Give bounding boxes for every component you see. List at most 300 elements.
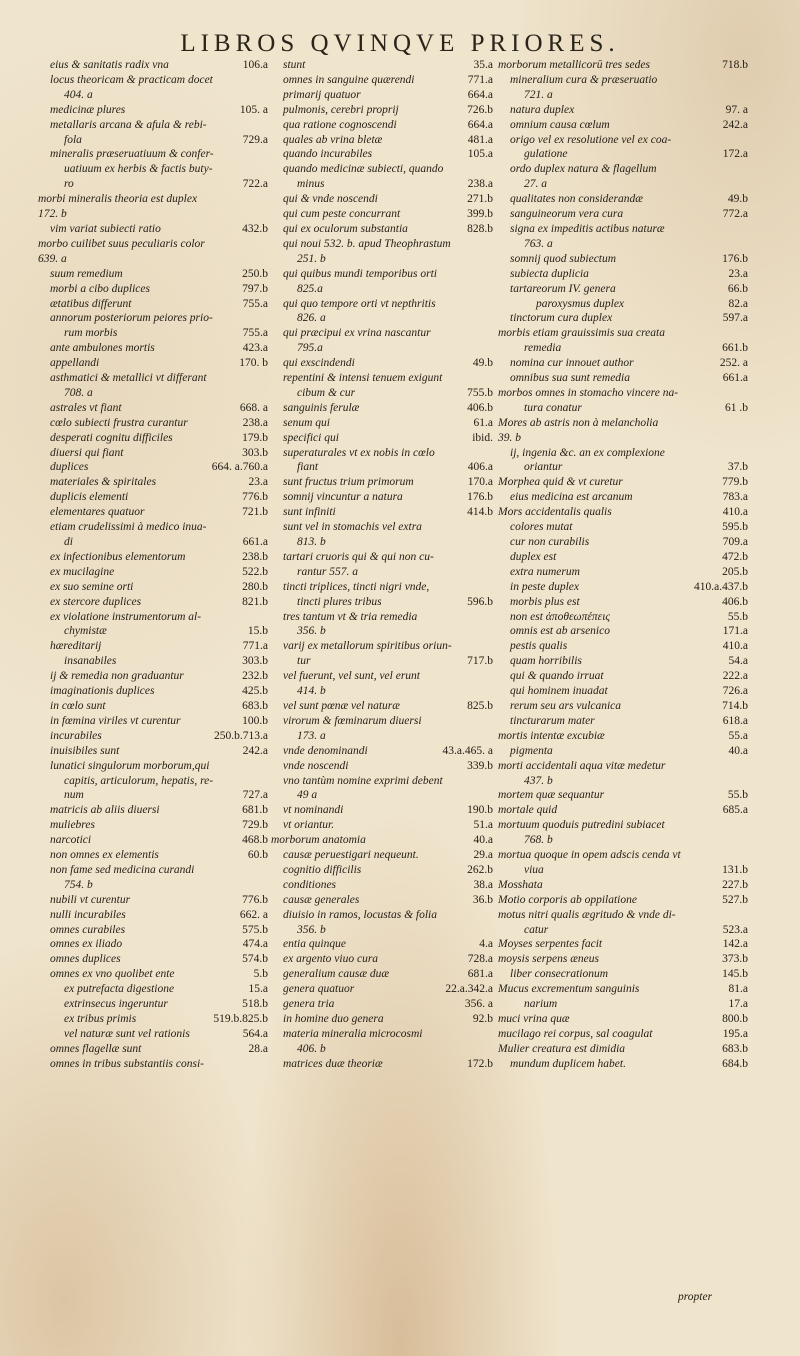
- page-reference: 60.b: [247, 849, 268, 862]
- page-reference: 227.b: [722, 878, 748, 891]
- entry-text: narium: [524, 998, 558, 1011]
- index-entry: [38, 192, 268, 207]
- page-reference: 722.a: [242, 178, 268, 191]
- page-reference: 4.a: [479, 938, 493, 951]
- entry-text: ij, ingenia &c. an ex complexione: [510, 446, 665, 459]
- entry-text: etiam crudelissimi à medico inua-: [50, 521, 207, 534]
- index-entry: [50, 878, 268, 893]
- entry-text: mucilago rei corpus, sal coagulat: [498, 1027, 653, 1040]
- index-entry: [510, 401, 748, 416]
- index-entry: [50, 952, 268, 967]
- index-entry: [50, 520, 268, 535]
- index-entry: [510, 684, 748, 699]
- entry-text: liber consecrationum: [510, 968, 609, 981]
- index-entry: [510, 207, 748, 222]
- index-entry: [283, 863, 493, 878]
- page-reference: 410.a.437.b: [694, 580, 748, 593]
- index-entry: [283, 1012, 493, 1027]
- index-entry: [283, 565, 493, 580]
- index-entry: [283, 460, 493, 475]
- index-entry: [510, 595, 748, 610]
- page-reference: 481.a: [467, 133, 493, 146]
- index-entry: [283, 580, 493, 595]
- entry-text: nulli incurabiles: [50, 908, 126, 921]
- index-entry: [510, 639, 748, 654]
- entry-text: Morphea quid & vt curetur: [498, 476, 623, 489]
- page-reference: 51.a: [473, 819, 493, 832]
- index-entry: [498, 937, 748, 952]
- entry-text: uatiuum ex herbis & factis buty-: [64, 163, 213, 176]
- index-entry: [50, 759, 268, 774]
- index-entry: [50, 341, 268, 356]
- page-reference: 97. a: [725, 103, 748, 116]
- page-reference: 800.b: [722, 1013, 748, 1025]
- page-reference: 54.a: [728, 655, 748, 668]
- entry-text: genera quatuor: [283, 983, 355, 996]
- index-entry: [510, 73, 748, 88]
- index-entry: [510, 460, 748, 475]
- index-entry: [50, 460, 268, 475]
- page-reference: 783.a: [722, 491, 748, 504]
- entry-text: somnij quod subiectum: [510, 252, 617, 265]
- index-entry: [50, 267, 268, 282]
- index-entry: [50, 1057, 268, 1072]
- index-entry: [50, 162, 268, 177]
- entry-text: quando incurabiles: [283, 148, 373, 161]
- entry-text: 437. b: [524, 774, 553, 787]
- entry-text: primarij quatuor: [283, 88, 361, 101]
- entry-text: qui noui 532. b. apud Theophrastum: [283, 237, 451, 250]
- index-entry: [50, 639, 268, 654]
- index-entry: [283, 133, 493, 148]
- entry-text: generalium causæ duæ: [283, 968, 390, 981]
- page-reference: 356. a: [464, 998, 493, 1011]
- entry-text: tincturarum mater: [510, 714, 595, 727]
- entry-text: ro: [64, 178, 74, 191]
- entry-text: matricis ab aliis diuersi: [50, 804, 160, 817]
- index-entry: [283, 252, 493, 267]
- index-entry: [283, 520, 493, 535]
- page-reference: 55.b: [727, 610, 748, 623]
- index-entry: [510, 133, 748, 148]
- entry-text: morbos omnes in stomacho vincere na-: [498, 386, 679, 399]
- entry-text: mortua quoque in opem adscis cenda vt: [498, 849, 681, 862]
- entry-text: virorum & fœminarum diuersi: [283, 714, 422, 727]
- page-reference: 92.b: [472, 1013, 493, 1025]
- entry-text: ordo duplex natura & flagellum: [510, 163, 657, 176]
- entry-text: 825.a: [297, 282, 323, 295]
- index-entry: [498, 878, 748, 893]
- index-entry: [283, 73, 493, 88]
- entry-text: medicinæ plures: [50, 103, 126, 116]
- page-reference: 474.a: [242, 938, 268, 951]
- entry-text: origo vel ex resolutione vel ex coa-: [510, 133, 672, 146]
- index-column-2: [271, 58, 493, 1072]
- index-entry: [510, 610, 748, 625]
- entry-text: pulmonis, cerebri proprij: [283, 103, 399, 116]
- page-reference: 564.a: [242, 1027, 268, 1040]
- index-entry: [50, 565, 268, 580]
- page-reference: 797.b: [242, 282, 268, 295]
- page-reference: 596.b: [467, 595, 493, 608]
- entry-text: qui & quando irruat: [510, 670, 604, 683]
- entry-text: qui cum peste concurrant: [283, 208, 401, 221]
- entry-text: moysis serpens æneus: [498, 953, 599, 966]
- entry-text: morbi a cibo duplices: [50, 282, 150, 295]
- index-entry: [498, 1012, 748, 1027]
- entry-text: omnes curabiles: [50, 923, 126, 936]
- index-entry: [50, 714, 268, 729]
- entry-text: tartareorum IV. genera: [510, 282, 616, 295]
- entry-text: sanguinis ferulæ: [283, 401, 360, 414]
- index-entry: [283, 177, 493, 192]
- entry-text: somnij vincuntur a natura: [283, 491, 403, 504]
- entry-text: omnes ex iliado: [50, 938, 123, 951]
- index-entry: [50, 1012, 268, 1027]
- index-entry: [498, 58, 748, 73]
- entry-text: imaginationis duplices: [50, 685, 155, 698]
- entry-text: signa ex impeditis actibus naturæ: [510, 222, 665, 235]
- entry-text: tinctorum cura duplex: [510, 312, 613, 325]
- entry-text: qui præcipui ex vrina nascantur: [283, 327, 431, 340]
- entry-text: qui quo tempore orti vt nepthritis: [283, 297, 436, 310]
- index-entry: [283, 103, 493, 118]
- page-reference: 105. a: [239, 103, 268, 116]
- index-entry: [510, 520, 748, 535]
- page-reference: 661.a: [242, 536, 268, 548]
- index-entry: [498, 788, 748, 803]
- page-reference: 17.a: [728, 998, 748, 1011]
- page-reference: 61.a: [473, 416, 493, 429]
- index-entry: [510, 297, 748, 312]
- index-entry: [50, 103, 268, 118]
- index-entry: [283, 759, 493, 774]
- entry-text: elementares quatuor: [50, 506, 145, 519]
- entry-text: ex suo semine orti: [50, 580, 134, 593]
- index-entry: [50, 177, 268, 192]
- entry-text: morbis plus est: [510, 595, 580, 608]
- page-reference: 262.b: [467, 863, 493, 876]
- entry-text: in homine duo genera: [283, 1013, 384, 1025]
- page-reference: 423.a: [242, 342, 268, 355]
- page-reference: 518.b: [242, 998, 268, 1011]
- index-entry: [283, 88, 493, 103]
- page-reference: 618.a: [722, 714, 748, 727]
- index-entry: [283, 610, 493, 625]
- index-entry: [283, 803, 493, 818]
- index-entry: [510, 967, 748, 982]
- index-entry: [510, 863, 748, 878]
- index-entry: [50, 848, 268, 863]
- index-entry: [50, 490, 268, 505]
- index-entry: [283, 267, 493, 282]
- index-entry: [283, 878, 493, 893]
- entry-text: 414. b: [297, 685, 326, 698]
- entry-text: Mosshata: [498, 878, 543, 891]
- page-reference: 49.b: [727, 193, 748, 206]
- index-entry: [283, 535, 493, 550]
- index-entry: [283, 416, 493, 431]
- entry-text: ex infectionibus elementorum: [50, 550, 186, 563]
- page-reference: 729.b: [242, 819, 268, 832]
- index-entry: [510, 177, 748, 192]
- entry-text: senum qui: [283, 416, 330, 429]
- index-entry: [50, 431, 268, 446]
- entry-text: mineralis præseruatiuum & confer-: [50, 148, 214, 161]
- page-reference: 709.a: [722, 536, 748, 548]
- entry-text: vel fuerunt, vel sunt, vel erunt: [283, 670, 421, 683]
- running-header: LIBROS QVINQVE PRIORES.: [180, 30, 620, 57]
- page-reference: 55.b: [727, 789, 748, 802]
- index-entry: [498, 729, 748, 744]
- index-entry: [50, 371, 268, 386]
- page-reference: 232.b: [242, 670, 268, 683]
- index-entry: [283, 147, 493, 162]
- page-reference: 179.b: [242, 431, 268, 444]
- entry-text: materiales & spiritales: [50, 476, 157, 489]
- page-reference: 399.b: [467, 208, 493, 221]
- index-entry: [50, 1027, 268, 1042]
- index-entry: [50, 58, 268, 73]
- index-entry: [50, 788, 268, 803]
- entry-text: materia mineralia microcosmi: [283, 1027, 423, 1040]
- page-reference: 684.b: [722, 1057, 748, 1070]
- entry-text: metallaris arcana & afula & rebi-: [50, 118, 207, 131]
- page-reference: 714.b: [722, 699, 748, 712]
- index-entry: [50, 610, 268, 625]
- entry-text: morborum anatomia: [271, 834, 366, 847]
- page-reference: 5.b: [253, 968, 268, 981]
- index-entry: [283, 848, 493, 863]
- entry-text: incurabiles: [50, 729, 102, 742]
- entry-text: chymistæ: [64, 625, 107, 638]
- page-reference: 15.b: [247, 625, 268, 638]
- entry-text: annorum posteriorum peiores prio-: [50, 312, 213, 325]
- index-entry: [283, 550, 493, 565]
- index-entry: [283, 952, 493, 967]
- index-entry: [498, 982, 748, 997]
- index-entry: [510, 267, 748, 282]
- index-entry: [283, 654, 493, 669]
- index-entry: [283, 937, 493, 952]
- entry-text: qui quibus mundi temporibus orti: [283, 267, 437, 280]
- entry-text: non omnes ex elementis: [50, 849, 159, 862]
- entry-text: sunt infiniti: [283, 506, 336, 519]
- entry-text: omnium causa cœlum: [510, 118, 610, 131]
- index-entry: [283, 788, 493, 803]
- entry-text: tura conatur: [524, 401, 582, 414]
- entry-text: muliebres: [50, 819, 95, 832]
- page-reference: 681.b: [242, 804, 268, 817]
- index-entry: [498, 952, 748, 967]
- entry-text: non est ἀποθεωπέπεις: [510, 610, 611, 623]
- index-entry: [510, 356, 748, 371]
- entry-text: capitis, articulorum, hepatis, re-: [64, 774, 214, 787]
- index-entry: [50, 133, 268, 148]
- page-reference: 106.a: [242, 59, 268, 71]
- entry-text: qui exscindendi: [283, 357, 355, 370]
- page-reference: 668. a: [239, 401, 268, 414]
- page-reference: 28.a: [248, 1042, 268, 1055]
- entry-text: rantur 557. a: [297, 565, 359, 578]
- entry-text: 49 a: [297, 789, 318, 802]
- index-entry: [50, 997, 268, 1012]
- index-entry: [50, 654, 268, 669]
- page-reference: 779.b: [722, 476, 748, 489]
- index-entry: [283, 222, 493, 237]
- page-reference: 406.b: [467, 401, 493, 414]
- page-reference: 205.b: [722, 565, 748, 578]
- index-entry: [50, 967, 268, 982]
- page-reference: 250.b.713.a: [214, 729, 268, 742]
- page-reference: 681.a: [467, 968, 493, 981]
- index-entry: [283, 401, 493, 416]
- index-entry: [283, 744, 493, 759]
- index-entry: [283, 893, 493, 908]
- index-entry: [283, 192, 493, 207]
- entry-text: diuersi qui fiant: [50, 446, 124, 459]
- page-reference: 425.b: [242, 685, 268, 698]
- index-entry: [510, 192, 748, 207]
- entry-text: insanabiles: [64, 655, 117, 668]
- index-entry: [283, 699, 493, 714]
- entry-text: conditiones: [283, 878, 337, 891]
- entry-text: cognitio difficilis: [283, 863, 362, 876]
- entry-text: 173. a: [297, 729, 326, 742]
- index-entry: [50, 326, 268, 341]
- index-entry: [50, 908, 268, 923]
- index-entry: [498, 1042, 748, 1057]
- index-entry: [498, 386, 748, 401]
- index-entry: [50, 505, 268, 520]
- entry-text: muci vrina quæ: [498, 1013, 570, 1025]
- index-entry: [271, 833, 493, 848]
- index-entry: [50, 937, 268, 952]
- page-reference: 414.b: [467, 506, 493, 519]
- index-entry: [50, 893, 268, 908]
- index-entry: [50, 684, 268, 699]
- entry-text: 406. b: [297, 1042, 326, 1055]
- index-entry: [510, 162, 748, 177]
- page-reference: 373.b: [722, 953, 748, 966]
- index-entry: [498, 803, 748, 818]
- page-reference: 406.b: [722, 595, 748, 608]
- page-reference: 776.b: [242, 491, 268, 504]
- page-reference: 771.a: [467, 73, 493, 86]
- index-entry: [50, 818, 268, 833]
- entry-text: eius & sanitatis radix vna: [50, 59, 169, 71]
- index-entry: [498, 893, 748, 908]
- entry-text: mortem quæ sequantur: [498, 789, 605, 802]
- index-entry: [283, 684, 493, 699]
- index-entry: [510, 624, 748, 639]
- index-entry: [510, 833, 748, 848]
- index-entry: [510, 103, 748, 118]
- index-entry: [498, 848, 748, 863]
- page-reference: 170.a: [467, 476, 493, 489]
- page-reference: 771.a: [242, 640, 268, 653]
- entry-text: quando medicinæ subiecti, quando: [283, 163, 444, 176]
- entry-text: extra numerum: [510, 565, 580, 578]
- index-entry: [510, 923, 748, 938]
- entry-text: 763. a: [524, 237, 553, 250]
- index-entry: [510, 744, 748, 759]
- entry-text: duplicis elementi: [50, 491, 129, 504]
- entry-text: rerum seu ars vulcanica: [510, 699, 622, 712]
- page-reference: 522.b: [242, 565, 268, 578]
- index-entry: [38, 252, 268, 267]
- entry-text: 639. a: [38, 252, 67, 265]
- page-reference: 755.a: [242, 327, 268, 340]
- entry-text: 172. b: [38, 208, 67, 221]
- index-entry: [510, 699, 748, 714]
- page-reference: 432.b: [242, 222, 268, 235]
- entry-text: locus theoricam & practicam docet: [50, 73, 213, 86]
- entry-text: duplex est: [510, 550, 557, 563]
- index-entry: [283, 774, 493, 789]
- entry-text: ante ambulones mortis: [50, 342, 155, 355]
- index-entry: [510, 282, 748, 297]
- page-reference: 15.a: [248, 983, 268, 996]
- page-reference: 729.a: [242, 133, 268, 146]
- index-entry: [283, 326, 493, 341]
- index-entry: [50, 595, 268, 610]
- index-entry: [498, 475, 748, 490]
- entry-text: colores mutat: [510, 521, 573, 534]
- index-entry: [510, 237, 748, 252]
- entry-text: specifici qui: [283, 431, 339, 444]
- index-entry: [50, 73, 268, 88]
- index-entry: [510, 654, 748, 669]
- index-entry: [50, 774, 268, 789]
- entry-text: morbi mineralis theoria est duplex: [38, 193, 198, 206]
- index-entry: [283, 446, 493, 461]
- index-entry: [510, 118, 748, 133]
- entry-text: diuisio in ramos, locustas & folia: [283, 908, 437, 921]
- entry-text: tur: [297, 655, 311, 668]
- entry-text: omnes flagellæ sunt: [50, 1042, 142, 1055]
- page-reference: 100.b: [242, 714, 268, 727]
- entry-text: 404. a: [64, 88, 93, 101]
- page-reference: 828.b: [467, 222, 493, 235]
- index-entry: [50, 147, 268, 162]
- page-reference: 43.a.465. a: [442, 744, 493, 757]
- index-entry: [50, 88, 268, 103]
- index-entry: [283, 58, 493, 73]
- index-entry: [50, 475, 268, 490]
- page-reference: 821.b: [242, 595, 268, 608]
- entry-text: omnes in tribus substantiis consi-: [50, 1057, 204, 1070]
- index-entry: [283, 386, 493, 401]
- entry-text: omnes in sanguine quærendi: [283, 73, 415, 86]
- index-entry: [50, 535, 268, 550]
- index-entry: [498, 818, 748, 833]
- entry-text: ex violatione instrumentorum al-: [50, 610, 202, 623]
- page-reference: 105.a: [467, 148, 493, 161]
- entry-text: qui ex oculorum substantia: [283, 222, 408, 235]
- index-entry: [510, 88, 748, 103]
- index-entry: [50, 356, 268, 371]
- page-reference: 574.b: [242, 953, 268, 966]
- index-entry: [283, 595, 493, 610]
- entry-text: 356. b: [297, 923, 326, 936]
- page-reference: 661.b: [722, 342, 748, 355]
- entry-text: in fœmina viriles vt curentur: [50, 714, 181, 727]
- index-entry: [510, 371, 748, 386]
- index-entry: [510, 147, 748, 162]
- entry-text: Mors accidentalis qualis: [498, 506, 612, 519]
- page-reference: ibid.: [472, 431, 493, 444]
